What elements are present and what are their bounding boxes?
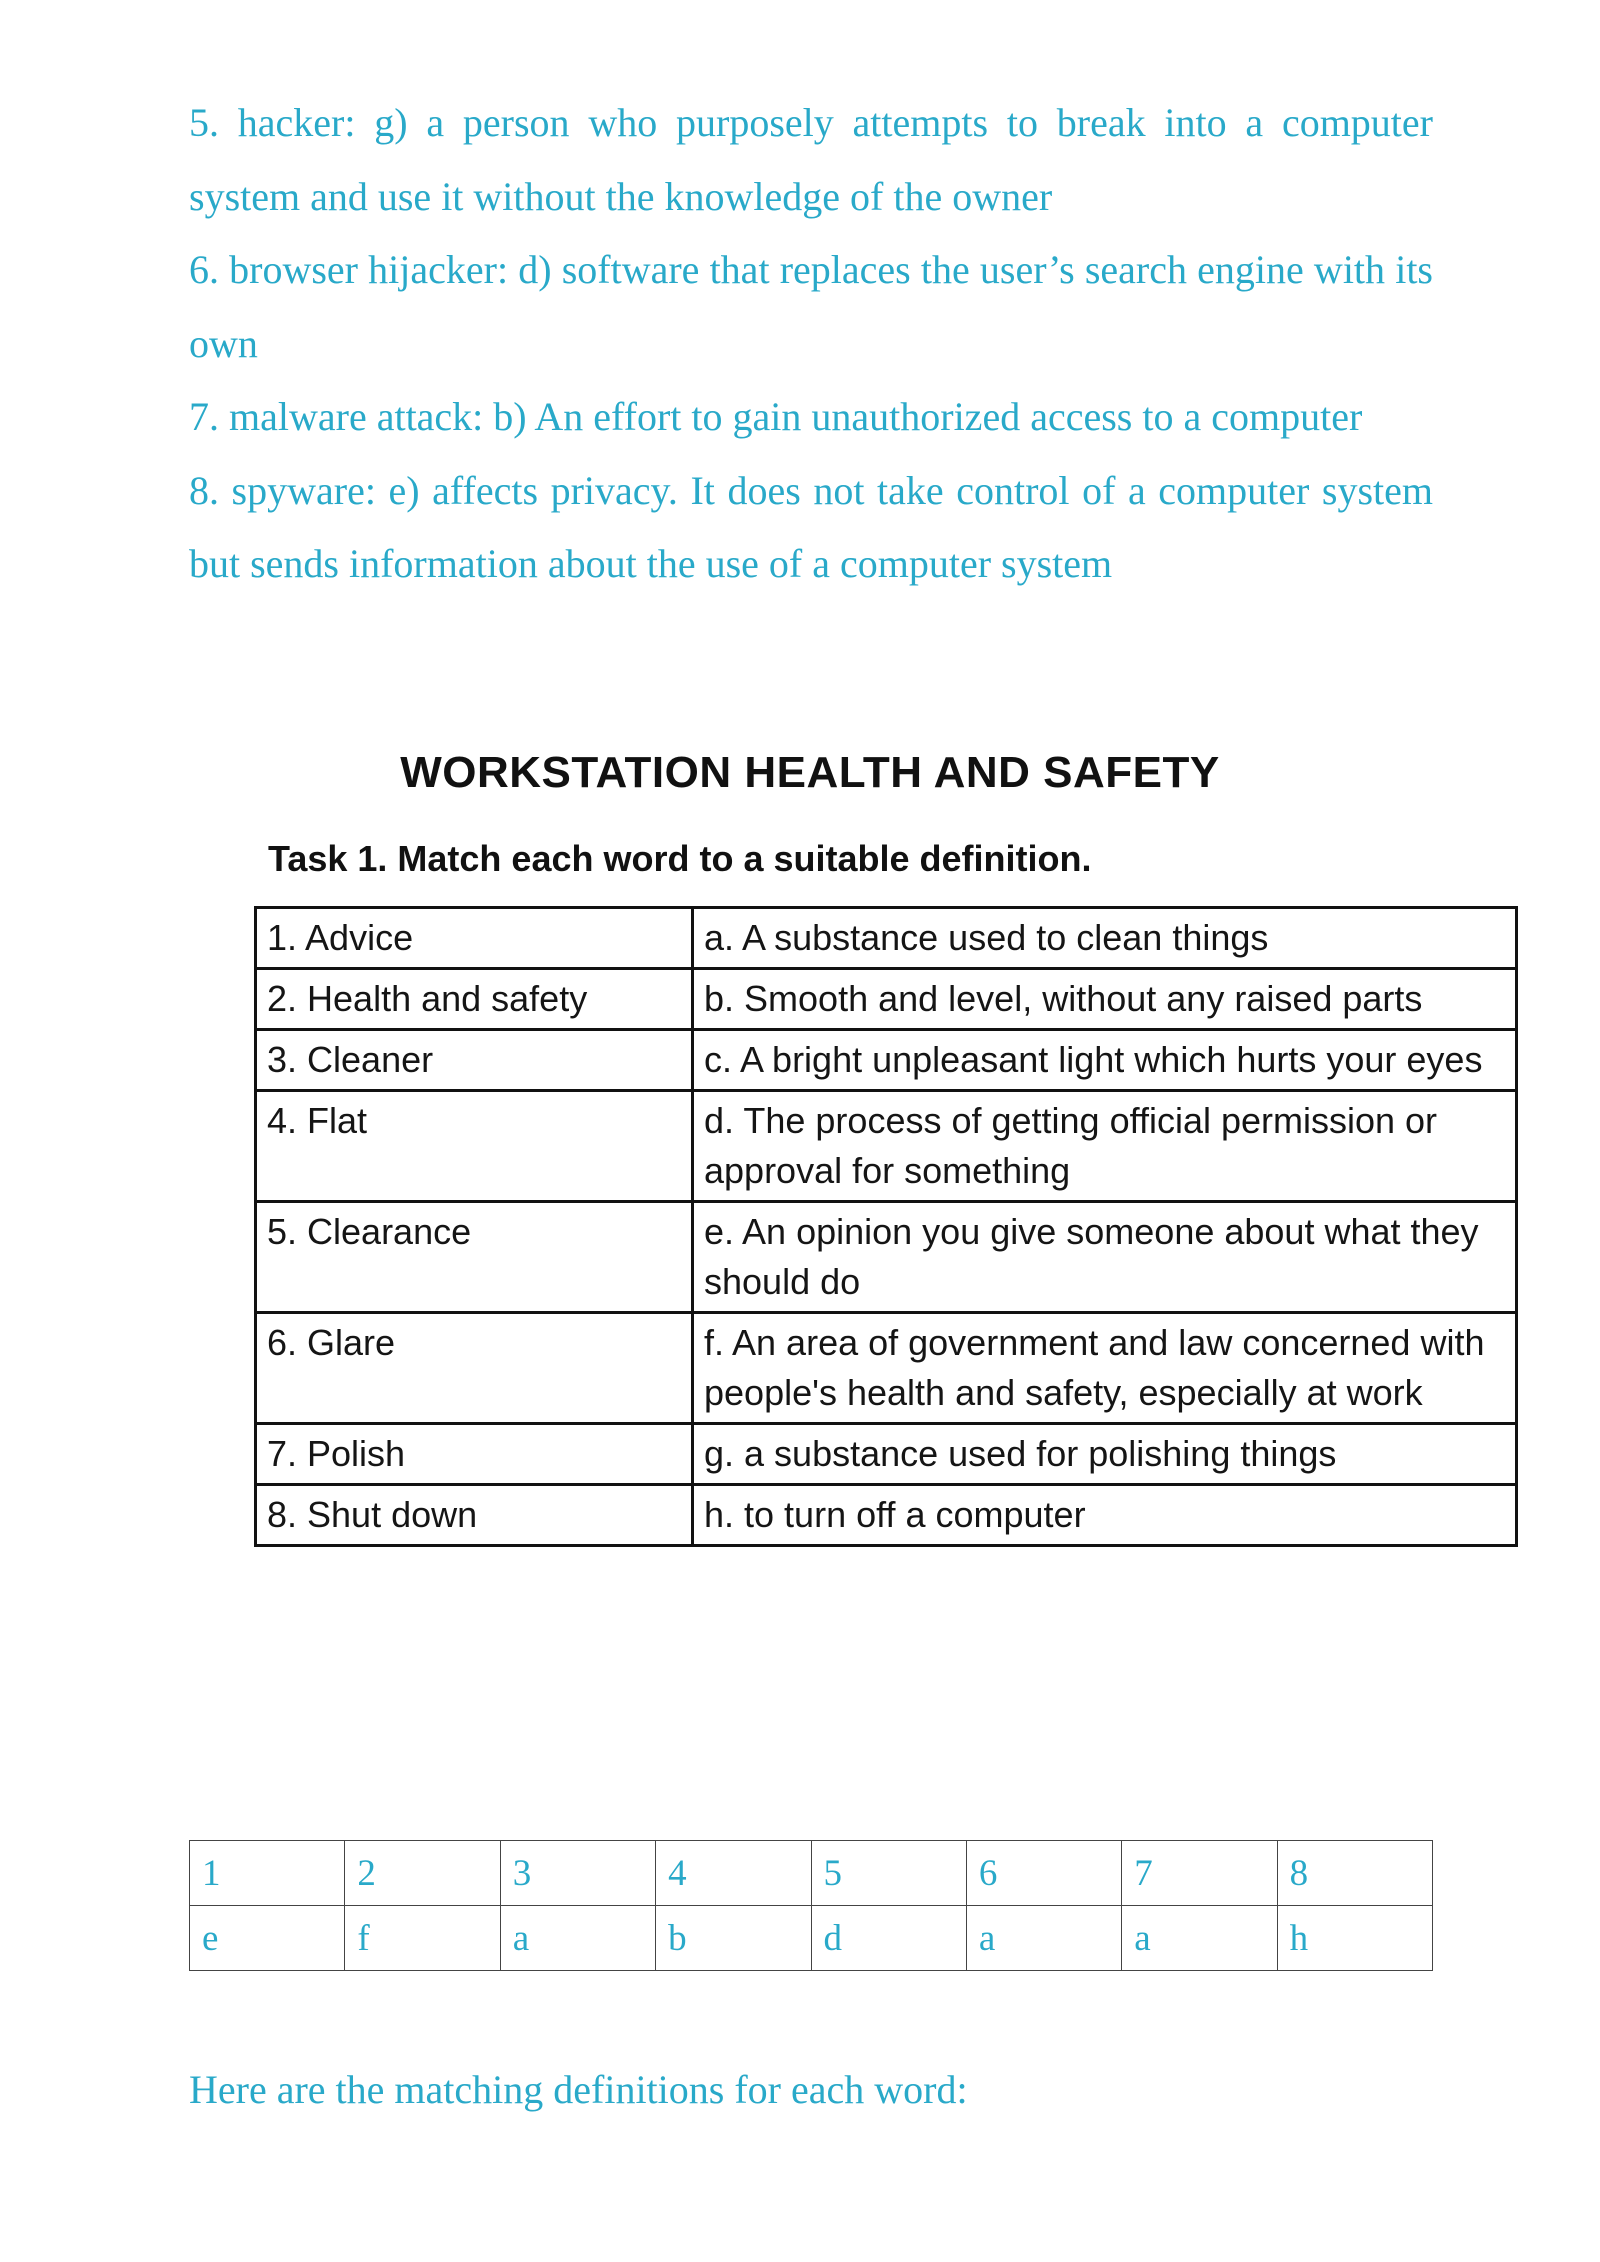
answer-grid bbox=[189, 1840, 1433, 1971]
grid-letter-row bbox=[190, 1906, 1433, 1971]
definition-cell: h. to turn off a computer bbox=[693, 1485, 1517, 1546]
table-row bbox=[256, 908, 1517, 969]
word-cell: 5. Clearance bbox=[256, 1202, 693, 1313]
table-row bbox=[256, 1424, 1517, 1485]
grid-letter-cell: a bbox=[1122, 1906, 1277, 1971]
grid-number-cell: 7 bbox=[1122, 1841, 1277, 1906]
word-cell: 4. Flat bbox=[256, 1091, 693, 1202]
table-row bbox=[256, 1091, 1517, 1202]
definition-cell: c. A bright unpleasant light which hurts your eyes bbox=[693, 1030, 1517, 1091]
definition-cell: b. Smooth and level, without any raised parts bbox=[693, 969, 1517, 1030]
closing-line: Here are the matching definitions for each word: bbox=[189, 2067, 968, 2112]
grid-number-cell: 1 bbox=[190, 1841, 345, 1906]
grid-letter-cell: f bbox=[345, 1906, 500, 1971]
table-row bbox=[256, 1485, 1517, 1546]
table-row bbox=[256, 1313, 1517, 1424]
grid-number-row bbox=[190, 1841, 1433, 1906]
definition-cell: g. a substance used for polishing things bbox=[693, 1424, 1517, 1485]
answer-item-6: 6. browser hijacker: d) software that replaces the user’s search engine with its own bbox=[189, 247, 1433, 366]
definition-cell: f. An area of government and law concerned with people's health and safety, especially at work bbox=[693, 1313, 1517, 1424]
word-cell: 2. Health and safety bbox=[256, 969, 693, 1030]
definition-cell: e. An opinion you give someone about what they should do bbox=[693, 1202, 1517, 1313]
definition-cell: d. The process of getting official permission or approval for something bbox=[693, 1091, 1517, 1202]
grid-letter-cell: a bbox=[966, 1906, 1121, 1971]
word-cell: 8. Shut down bbox=[256, 1485, 693, 1546]
grid-number-cell: 6 bbox=[966, 1841, 1121, 1906]
grid-number-cell: 4 bbox=[656, 1841, 811, 1906]
answer-item-7: 7. malware attack: b) An effort to gain unauthorized access to a computer bbox=[189, 394, 1363, 439]
word-cell: 3. Cleaner bbox=[256, 1030, 693, 1091]
answer-item-8: 8. spyware: e) affects privacy. It does not take control of a computer system but sends information about the use of a computer system bbox=[189, 467, 1433, 586]
grid-number-cell: 8 bbox=[1277, 1841, 1432, 1906]
answer-paragraphs bbox=[189, 86, 1433, 601]
word-cell: 6. Glare bbox=[256, 1313, 693, 1424]
grid-number-cell: 5 bbox=[811, 1841, 966, 1906]
table-row bbox=[256, 969, 1517, 1030]
grid-letter-cell: a bbox=[500, 1906, 655, 1971]
grid-number-cell: 2 bbox=[345, 1841, 500, 1906]
table-row bbox=[256, 1030, 1517, 1091]
grid-letter-cell: e bbox=[190, 1906, 345, 1971]
word-cell: 7. Polish bbox=[256, 1424, 693, 1485]
table-row bbox=[256, 1202, 1517, 1313]
grid-number-cell: 3 bbox=[500, 1841, 655, 1906]
task-instruction: Task 1. Match each word to a suitable definition. bbox=[268, 838, 1092, 879]
grid-letter-cell: h bbox=[1277, 1906, 1432, 1971]
grid-letter-cell: b bbox=[656, 1906, 811, 1971]
matching-table bbox=[254, 906, 1518, 1547]
answer-item-5: 5. hacker: g) a person who purposely attempts to break into a computer system and use it without the knowledge of the owner bbox=[189, 100, 1433, 219]
section-heading: WORKSTATION HEALTH AND SAFETY bbox=[400, 748, 1220, 797]
word-cell: 1. Advice bbox=[256, 908, 693, 969]
grid-letter-cell: d bbox=[811, 1906, 966, 1971]
definition-cell: a. A substance used to clean things bbox=[693, 908, 1517, 969]
